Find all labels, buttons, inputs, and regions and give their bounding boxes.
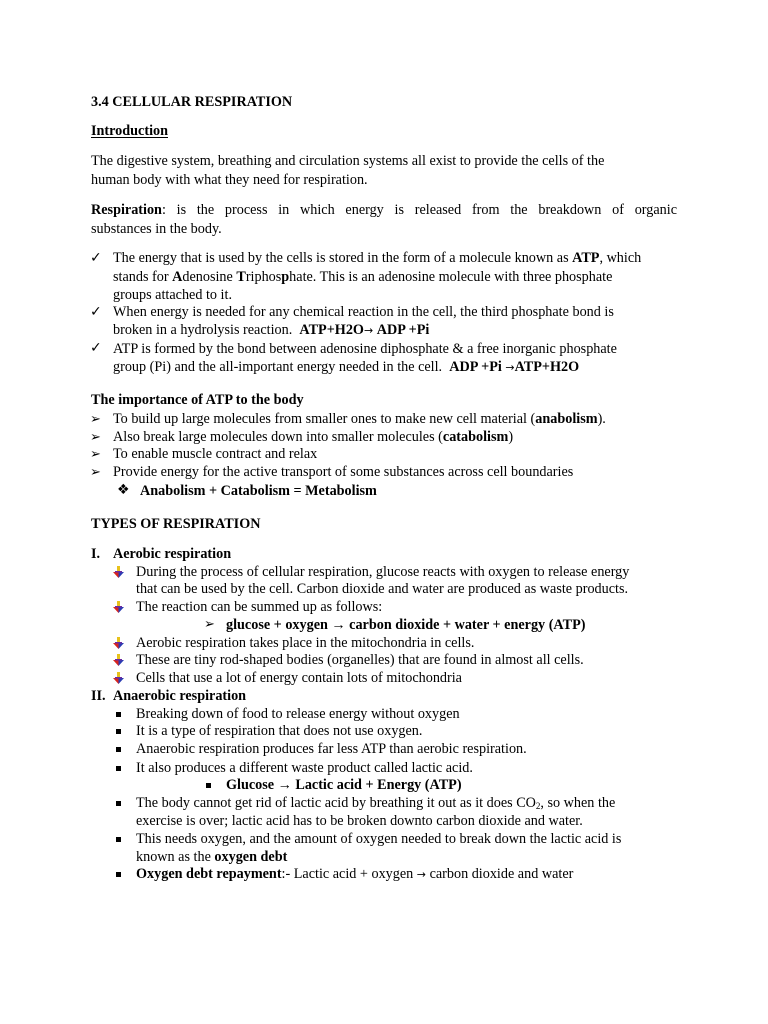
atp-point-3-line-1: ATP is formed by the bond between adenosine diphosphate & a free inorganic phosphate: [113, 341, 617, 357]
anaerobic-item-5-line-2: exercise is over; lactic acid has to be broken downto carbon dioxide and water.: [136, 813, 583, 829]
square-bullet-icon: [116, 801, 121, 806]
anaerobic-heading: Anaerobic respiration: [113, 688, 247, 704]
definition-line-1: [91, 202, 677, 220]
intro-line-1: The digestive system, breathing and circulation systems all exist to provide the cells of the: [91, 153, 605, 169]
importance-item-3: To enable muscle contract and relax: [113, 446, 318, 462]
aerobic-item-1-line-1: During the process of cellular respiration, glucose reacts with oxygen to release energy: [136, 564, 630, 580]
anaerobic-item-6-line-1: This needs oxygen, and the amount of oxygen needed to break down the lactic acid is: [136, 831, 622, 847]
anaerobic-item-6-line-2: known as the oxygen debt: [136, 849, 288, 865]
intro-line-2: human body with what they need for respiration.: [91, 172, 368, 188]
atp-point-1-line-1: The energy that is used by the cells is stored in the form of a molecule known as ATP, which: [113, 250, 642, 266]
aerobic-item-1-line-2: that can be used by the cell. Carbon dioxide and water are produced as waste products.: [136, 581, 629, 597]
arrowhead-bullet-icon: ➢: [204, 617, 215, 632]
importance-item-1: To build up large molecules from smaller ones to make new cell material (anabolism).: [113, 411, 606, 427]
four-color-arrow-bullet-icon: [113, 601, 124, 613]
arrowhead-bullet-icon: ➢: [90, 412, 101, 427]
check-mark-icon: ✓: [90, 340, 102, 356]
aerobic-item-5: Cells that use a lot of energy contain lots of mitochondria: [136, 670, 462, 686]
anaerobic-item-4: It also produces a different waste product called lactic acid.: [136, 760, 473, 776]
aerobic-equation: glucose + oxygen → carbon dioxide + water + energy (ATP): [226, 617, 586, 633]
square-bullet-icon: [206, 783, 211, 788]
reaction-arrow: →: [505, 361, 515, 374]
anaerobic-item-1: Breaking down of food to release energy without oxygen: [136, 706, 460, 722]
importance-heading: The importance of ATP to the body: [91, 392, 304, 408]
reaction-arrow: →: [416, 868, 427, 881]
check-mark-icon: ✓: [90, 304, 102, 320]
arrowhead-bullet-icon: ➢: [90, 430, 101, 445]
definition-term: Respiration: [91, 202, 162, 218]
anaerobic-equation: Glucose → Lactic acid + Energy (ATP): [226, 777, 462, 793]
reaction-arrow: →: [363, 324, 374, 337]
arrowhead-bullet-icon: ➢: [90, 447, 101, 462]
anaerobic-item-7: Oxygen debt repayment:- Lactic acid + oxygen → carbon dioxide and water: [136, 866, 574, 882]
square-bullet-icon: [116, 872, 121, 877]
anaerobic-item-2: It is a type of respiration that does not use oxygen.: [136, 723, 423, 739]
metabolism-summary: Anabolism + Catabolism = Metabolism: [140, 483, 377, 499]
arrowhead-bullet-icon: ➢: [90, 465, 101, 480]
aerobic-item-2: The reaction can be summed up as follows:: [136, 599, 383, 615]
types-heading: TYPES OF RESPIRATION: [91, 516, 261, 532]
importance-item-4: Provide energy for the active transport of some substances across cell boundaries: [113, 464, 574, 480]
importance-item-2: Also break large molecules down into smaller molecules (catabolism): [113, 429, 514, 445]
anaerobic-item-3: Anaerobic respiration produces far less ATP than aerobic respiration.: [136, 741, 527, 757]
aerobic-numeral: I.: [91, 546, 101, 562]
anaerobic-item-5-line-1: The body cannot get rid of lactic acid by breathing it out as it does $CO_2$, so when the: [136, 795, 616, 811]
four-color-arrow-bullet-icon: [113, 654, 124, 666]
atp-point-1-line-2: stands for Adenosine Triphosphate. This is an adenosine molecule with three phosphate: [113, 269, 613, 285]
anaerobic-numeral: II.: [91, 688, 106, 704]
square-bullet-icon: [116, 766, 121, 771]
aerobic-item-4: These are tiny rod-shaped bodies (organelles) that are found in almost all cells.: [136, 652, 584, 668]
atp-point-3-line-2: group (Pi) and the all-important energy needed in the cell. ADP +Pi →ATP+H2O: [113, 359, 580, 375]
square-bullet-icon: [116, 747, 121, 752]
check-mark-icon: ✓: [90, 250, 102, 266]
definition-text: : is the process in which energy is released from the breakdown of organic: [161, 202, 677, 218]
definition-line-2: substances in the body.: [91, 221, 222, 237]
atp-point-2-line-2: broken in a hydrolysis reaction. ATP+H2O→ ADP +Pi: [113, 322, 430, 338]
aerobic-heading: Aerobic respiration: [113, 546, 232, 562]
four-color-arrow-bullet-icon: [113, 672, 124, 684]
four-color-arrow-bullet-icon: [113, 637, 124, 649]
aerobic-item-3: Aerobic respiration takes place in the mitochondria in cells.: [136, 635, 475, 651]
atp-point-2-line-1: When energy is needed for any chemical reaction in the cell, the third phosphate bond is: [113, 304, 614, 320]
page-title: 3.4 CELLULAR RESPIRATION: [91, 94, 293, 110]
four-color-arrow-bullet-icon: [113, 566, 124, 578]
four-diamond-bullet-icon: ❖: [117, 482, 130, 498]
square-bullet-icon: [116, 712, 121, 717]
square-bullet-icon: [116, 837, 121, 842]
intro-heading: Introduction: [91, 123, 168, 139]
atp-point-1-line-3: groups attached to it.: [113, 287, 232, 303]
square-bullet-icon: [116, 729, 121, 734]
